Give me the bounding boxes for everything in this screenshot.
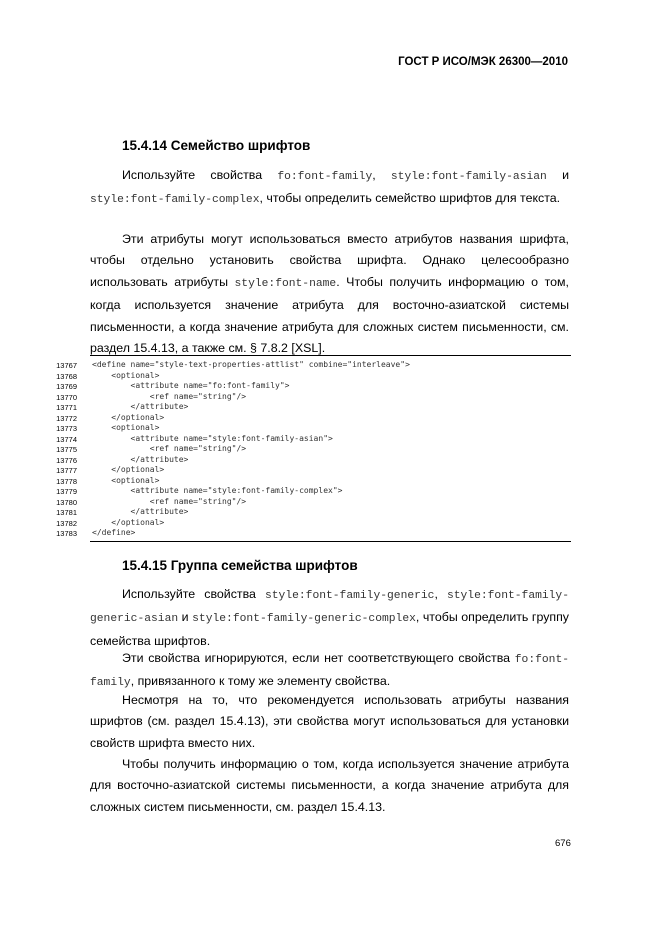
code-style-font-family-complex: style:font-family-complex: [90, 194, 260, 207]
code-line: <optional>: [92, 423, 160, 432]
section-heading-15-4-15: 15.4.15 Группа семейства шрифтов: [122, 558, 358, 573]
code-fo-font-family: fo:font-family: [277, 171, 373, 183]
code-style-font-family-generic-asian: style:font-family-generic-asian: [90, 590, 569, 626]
code-style-font-family-generic-complex: style:font-family-generic-complex: [192, 613, 416, 626]
code-style-font-family-generic: style:font-family-generic: [264, 590, 435, 602]
paragraph-asian-complex-info: Чтобы получить информацию о том, когда используется значение атрибута для восточно-азиатской системы письменности, а когда значение атрибута для сложных систем письменности, см. раздел 15.4.13.: [90, 757, 569, 814]
paragraph-font-name-alternative: Эти атрибуты могут использоваться вместо атрибутов названия шрифта, чтобы отдельно установить свойства шрифта. Однако целесообразно использовать атрибуты style:font-name. Чтобы получить информацию о том, когда используется значение атрибута для восточно-азиатской системы письменности, а когда значение атрибута для сложных систем письменности, см. раздел 15.4.13, а также см. § 7.8.2 [XSL].: [90, 232, 569, 356]
code-line: </optional>: [92, 517, 165, 527]
code-line-numbers: 13767 13768 13769 13770 13771 13772 13773 13774 13775 13776 13777 13778 13779 13780 13781 13782 13783: [56, 361, 77, 538]
code-line: <ref name="string"/>: [92, 496, 247, 506]
document-header: ГОСТ Р ИСО/МЭК 26300—2010: [398, 56, 568, 68]
code-fo-font-family-ref: fo:font-family: [90, 654, 569, 690]
paragraph-recommendation: Несмотря на то, что рекомендуется использовать атрибуты названия шрифтов (см. раздел 15.4.13), эти свойства могут использоваться для установки свойств шрифта вместо них.: [90, 693, 569, 750]
page-number: 676: [555, 838, 571, 849]
code-line: <ref name="string"/>: [92, 444, 247, 453]
code-line: <attribute name="fo:font-family">: [92, 381, 290, 390]
section-heading-15-4-14: 15.4.14 Семейство шрифтов: [122, 138, 311, 153]
code-line: </attribute>: [92, 507, 189, 516]
code-line: <attribute name="style:font-family-asian">: [92, 433, 333, 443]
code-style-font-name: style:font-name: [234, 277, 337, 290]
code-line: <define name="style-text-properties-attlist" combine="interleave">: [92, 360, 410, 369]
code-line: <ref name="string"/>: [92, 391, 247, 401]
paragraph-font-family-properties: Используйте свойства fo:font-family, style:font-family-asian и style:font-family-complex, чтобы определить семейство шрифтов для текста.: [90, 168, 569, 207]
code-line: </optional>: [92, 412, 165, 422]
code-line: <attribute name="style:font-family-complex">: [92, 486, 343, 495]
code-style-font-family-asian: style:font-family-asian: [390, 171, 547, 183]
code-line: <optional>: [92, 370, 160, 380]
paragraph-generic-font-family: Используйте свойства style:font-family-generic, style:font-family-generic-asian и style:font-family-generic-complex, чтобы определить группу семейства шрифтов.: [90, 587, 570, 648]
code-line: </attribute>: [92, 454, 189, 464]
code-line: </optional>: [92, 465, 165, 474]
code-line: </define>: [92, 528, 136, 537]
code-listing: [92, 360, 410, 539]
code-line: </attribute>: [92, 402, 189, 411]
paragraph-ignored-properties: Эти свойства игнорируются, если нет соответствующего свойства fo:font-family, привязанного к тому же элементу свойства.: [90, 651, 569, 690]
code-bottom-rule: [90, 541, 571, 542]
code-top-rule: [90, 355, 571, 356]
code-line: <optional>: [92, 475, 160, 485]
